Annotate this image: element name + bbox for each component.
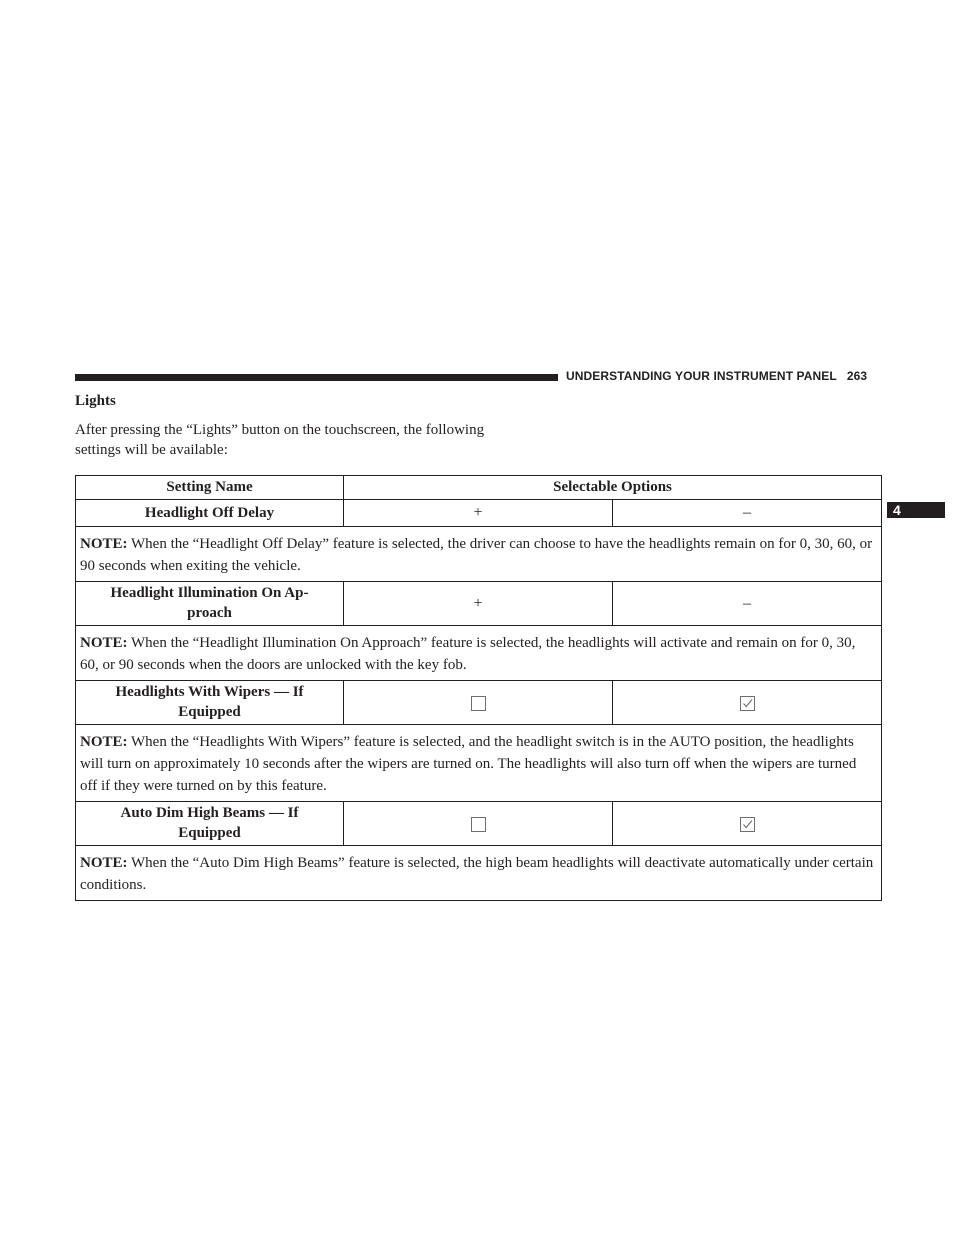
note-cell: [76, 725, 882, 802]
note-label: NOTE:: [80, 855, 128, 871]
option-unchecked: [344, 681, 613, 725]
option-checked: [613, 681, 882, 725]
setting-name: Auto Dim High Beams — If Equipped: [76, 802, 344, 846]
checkbox-checked-icon: [740, 696, 755, 711]
chapter-tab: 4: [887, 502, 945, 518]
table-header-row: [76, 476, 882, 500]
option-unchecked: [344, 802, 613, 846]
table-row: [76, 802, 882, 846]
section-title: Lights: [75, 393, 116, 409]
note-text: When the “Headlights With Wipers” feature is selected, and the headlight switch is in the AUTO position, the headlights will turn on approximately 10 seconds after the wipers are turned on. The headlights will also turn off when the wipers are turned off if they were turned on by this feature.: [80, 734, 857, 794]
header-section-title: UNDERSTANDING YOUR INSTRUMENT PANEL: [566, 369, 837, 383]
setting-name: Headlight Illumination On Ap- proach: [76, 582, 344, 626]
column-header-selectable-options: Selectable Options: [344, 476, 882, 500]
table-row: [76, 500, 882, 527]
page-number: 263: [846, 369, 868, 383]
checkbox-checked-icon: [740, 817, 755, 832]
note-row: [76, 846, 882, 901]
column-header-setting-name: Setting Name: [76, 476, 344, 500]
header-rule: [75, 374, 558, 381]
checkbox-empty-icon: [471, 696, 486, 711]
note-label: NOTE:: [80, 635, 128, 651]
note-row: [76, 626, 882, 681]
checkbox-empty-icon: [471, 817, 486, 832]
note-cell: [76, 846, 882, 901]
note-text: When the “Headlight Off Delay” feature is selected, the driver can choose to have the headlights remain on for 0, 30, 60, or 90 seconds when exiting the vehicle.: [80, 536, 873, 574]
option-minus: –: [613, 500, 882, 527]
setting-name: Headlight Off Delay: [76, 500, 344, 527]
note-cell: [76, 527, 882, 582]
note-label: NOTE:: [80, 734, 128, 750]
option-minus: –: [613, 582, 882, 626]
running-header: [566, 369, 867, 383]
note-cell: [76, 626, 882, 681]
setting-name: Headlights With Wipers — If Equipped: [76, 681, 344, 725]
settings-table: [75, 475, 882, 901]
option-plus: +: [344, 582, 613, 626]
note-text: When the “Headlight Illumination On Approach” feature is selected, the headlights will activate and remain on for 0, 30, 60, or 90 seconds when the doors are unlocked with the key fob.: [80, 635, 856, 673]
note-row: [76, 527, 882, 582]
note-text: When the “Auto Dim High Beams” feature is selected, the high beam headlights will deactivate automatically under certain conditions.: [80, 855, 874, 893]
intro-paragraph: After pressing the “Lights” button on the touchscreen, the following settings will be available:: [75, 422, 485, 458]
note-label: NOTE:: [80, 536, 128, 552]
table-row: [76, 582, 882, 626]
note-row: [76, 725, 882, 802]
table-row: [76, 681, 882, 725]
option-checked: [613, 802, 882, 846]
option-plus: +: [344, 500, 613, 527]
